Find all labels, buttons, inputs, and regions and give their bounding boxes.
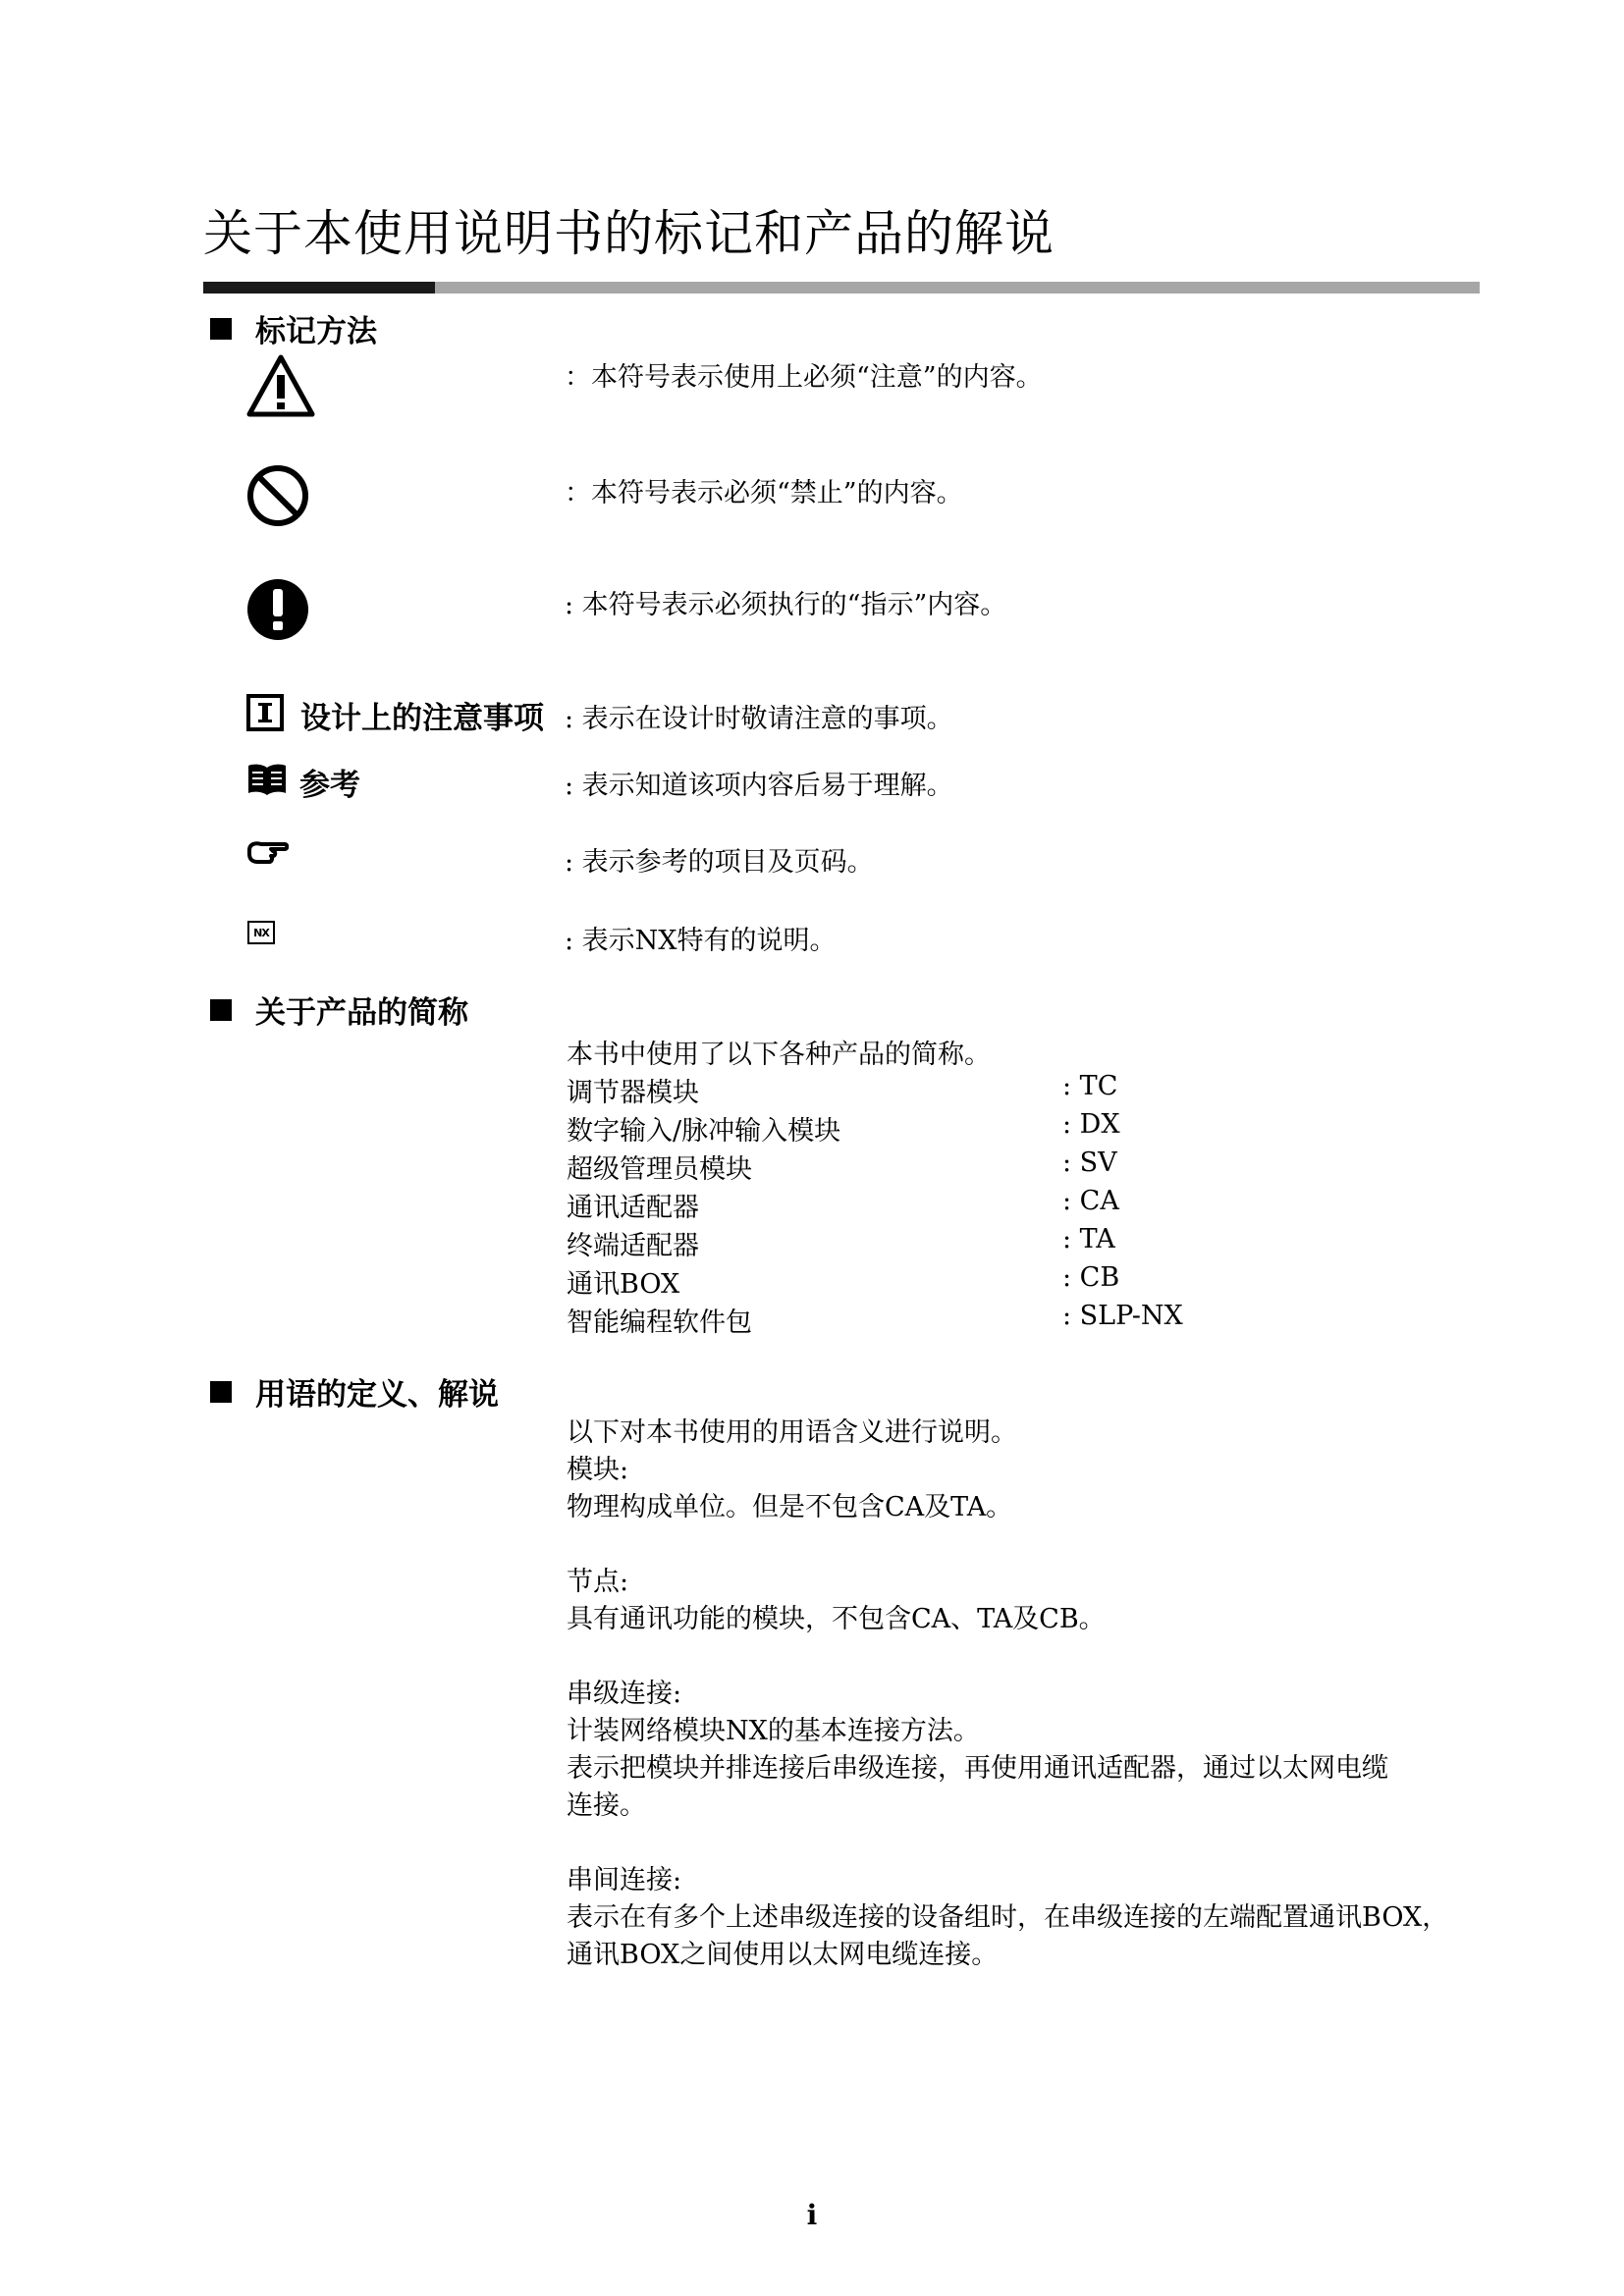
warning-triangle-icon bbox=[245, 353, 316, 418]
list-item: 终端适配器 : TA bbox=[567, 1224, 1115, 1261]
design-caution-icon bbox=[245, 693, 285, 732]
heading-bullet bbox=[210, 1381, 232, 1403]
page-number: i bbox=[806, 2199, 818, 2231]
heading-bullet bbox=[210, 999, 232, 1021]
reference-label: 参考 bbox=[299, 768, 360, 803]
title-underline bbox=[203, 282, 1480, 294]
nx-badge-icon: NX bbox=[247, 921, 275, 944]
section-heading-marking: 标记方法 bbox=[210, 306, 377, 350]
term-module: 模块: bbox=[567, 1455, 629, 1485]
marking-desc: : 表示在设计时敬请注意的事项。 bbox=[565, 704, 953, 734]
term-serial-definition: 计装网络模块NX的基本连接方法。 bbox=[567, 1716, 980, 1746]
term-node: 节点: bbox=[567, 1567, 629, 1597]
list-item: 超级管理员模块 : SV bbox=[567, 1148, 1117, 1185]
terms-intro: 以下对本书使用的用语含义进行说明。 bbox=[567, 1417, 1017, 1448]
page-title: 关于本使用说明书的标记和产品的解说 bbox=[203, 205, 1055, 262]
list-item: 智能编程软件包 : SLP-NX bbox=[567, 1301, 1183, 1338]
mandatory-action-icon bbox=[245, 577, 310, 642]
abbreviations-intro: 本书中使用了以下各种产品的简称。 bbox=[567, 1040, 991, 1070]
section-heading-terms: 用语的定义、解说 bbox=[210, 1369, 499, 1414]
term-inter-definition: 表示在有多个上述串级连接的设备组时，在串级连接的左端配置通讯BOX， bbox=[567, 1902, 1449, 1933]
marking-desc: : 本符号表示必须执行的“指示”内容。 bbox=[565, 590, 1007, 620]
pointing-hand-icon bbox=[245, 836, 289, 866]
term-serial-definition: 表示把模块并排连接后串级连接，再使用通讯适配器，通过以太网电缆 bbox=[567, 1753, 1388, 1784]
list-item: 数字输入/脉冲输入模块 : DX bbox=[567, 1109, 1120, 1147]
list-item: 调节器模块 : TC bbox=[567, 1071, 1118, 1108]
prohibition-icon bbox=[245, 463, 310, 528]
design-caution-label: 设计上的注意事项 bbox=[300, 701, 544, 736]
marking-desc: : 表示知道该项内容后易于理解。 bbox=[565, 771, 953, 801]
terms-body bbox=[567, 1415, 1450, 1974]
list-item: 通讯适配器 : CA bbox=[567, 1186, 1119, 1223]
term-serial-definition: 连接。 bbox=[567, 1790, 646, 1821]
section-heading-abbreviations: 关于产品的简称 bbox=[210, 988, 468, 1032]
marking-desc: : 表示NX特有的说明。 bbox=[565, 926, 837, 956]
book-reference-icon bbox=[245, 760, 289, 799]
term-serial: 串级连接: bbox=[567, 1679, 682, 1709]
term-inter-definition: 通讯BOX之间使用以太网电缆连接。 bbox=[567, 1940, 999, 1970]
list-item: 通讯BOX : CB bbox=[567, 1262, 1120, 1300]
marking-desc: ：本符号表示使用上必须“注意”的内容。 bbox=[565, 362, 1043, 393]
term-module-definition: 物理构成单位。但是不包含CA及TA。 bbox=[567, 1492, 1013, 1522]
marking-desc: ：本符号表示必须“禁止”的内容。 bbox=[565, 478, 963, 508]
abbreviations-list bbox=[567, 1071, 1254, 1339]
term-inter: 串间连接: bbox=[567, 1865, 682, 1896]
marking-desc: : 表示参考的项目及页码。 bbox=[565, 847, 874, 878]
heading-bullet bbox=[210, 318, 232, 340]
term-node-definition: 具有通讯功能的模块，不包含CA、TA及CB。 bbox=[567, 1604, 1106, 1634]
